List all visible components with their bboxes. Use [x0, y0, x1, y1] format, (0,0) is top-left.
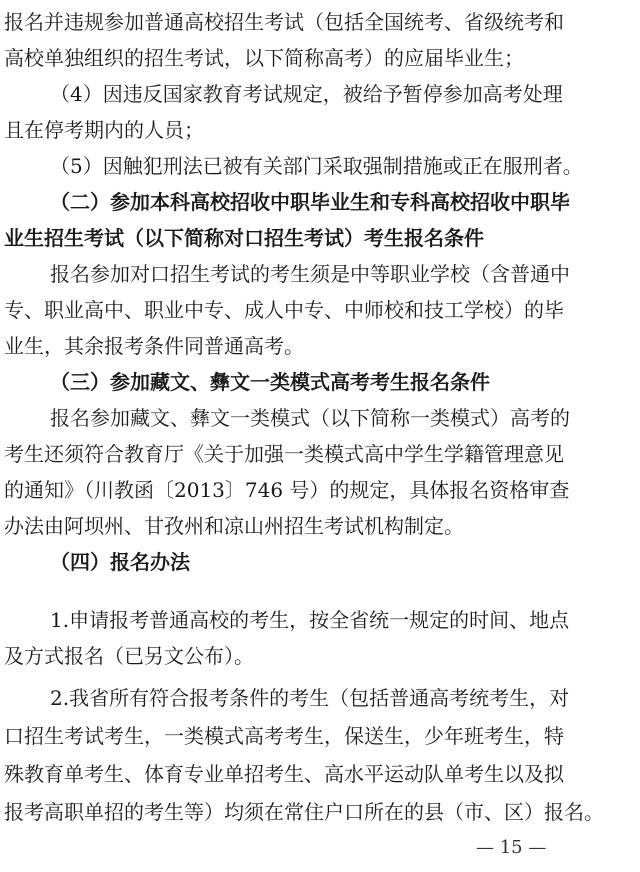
section-heading-2: （二）参加本科高校招收中职毕业生和专科高校招收中职毕: [50, 190, 570, 214]
text-line-18: 及方式报名（已另文公布）。: [4, 644, 254, 668]
page-number: — 15 —: [476, 837, 547, 858]
text-line-14: 的通知》（川教函〔2013〕746 号）的规定，具体报名资格审查: [4, 478, 570, 502]
text-line-2: 高校单独组织的招生考试，以下简称高考）的应届毕业生；: [4, 46, 524, 70]
section-heading-3: （三）参加藏文、彝文一类模式高考考生报名条件: [50, 370, 490, 394]
text-line-9: 专、职业高中、职业中专、成人中专、中师校和技工学校）的毕: [4, 298, 564, 322]
text-line-19: 2.我省所有符合报考条件的考生（包括普通高考统考生，对: [50, 686, 570, 710]
text-line-12: 报名参加藏文、彝文一类模式（以下简称一类模式）高考的: [50, 406, 570, 430]
text-line-20: 口招生考试考生，一类模式高考考生，保送生，少年班考生，特: [4, 724, 564, 748]
text-line-4: 且在停考期内的人员；: [4, 118, 204, 142]
text-line-5: （5）因触犯刑法已被有关部门采取强制措施或正在服刑者。: [50, 154, 583, 178]
section-heading-2-cont: 业生招生考试（以下简称对口招生考试）考生报名条件: [4, 226, 484, 250]
text-line-22: 报考高职单招的考生等）均须在常住户口所在的县（市、区）报名。: [4, 800, 604, 824]
text-line-21: 殊教育单考生、体育专业单招考生、高水平运动队单考生以及拟: [4, 762, 564, 786]
text-line-17: 1.申请报考普通高校的考生，按全省统一规定的时间、地点: [50, 608, 570, 632]
text-line-8: 报名参加对口招生考试的考生须是中等职业学校（含普通中: [50, 262, 570, 286]
text-line-1: 报名并违规参加普通高校招生考试（包括全国统考、省级统考和: [4, 10, 564, 34]
text-line-3: （4）因违反国家教育考试规定，被给予暂停参加高考处理: [50, 82, 563, 106]
text-line-13: 考生还须符合教育厅《关于加强一类模式高中学生学籍管理意见: [4, 442, 564, 466]
text-line-10: 业生，其余报考条件同普通高考。: [4, 334, 304, 358]
section-heading-4: （四）报名办法: [50, 550, 190, 574]
text-line-15: 办法由阿坝州、甘孜州和凉山州招生考试机构制定。: [4, 514, 464, 538]
